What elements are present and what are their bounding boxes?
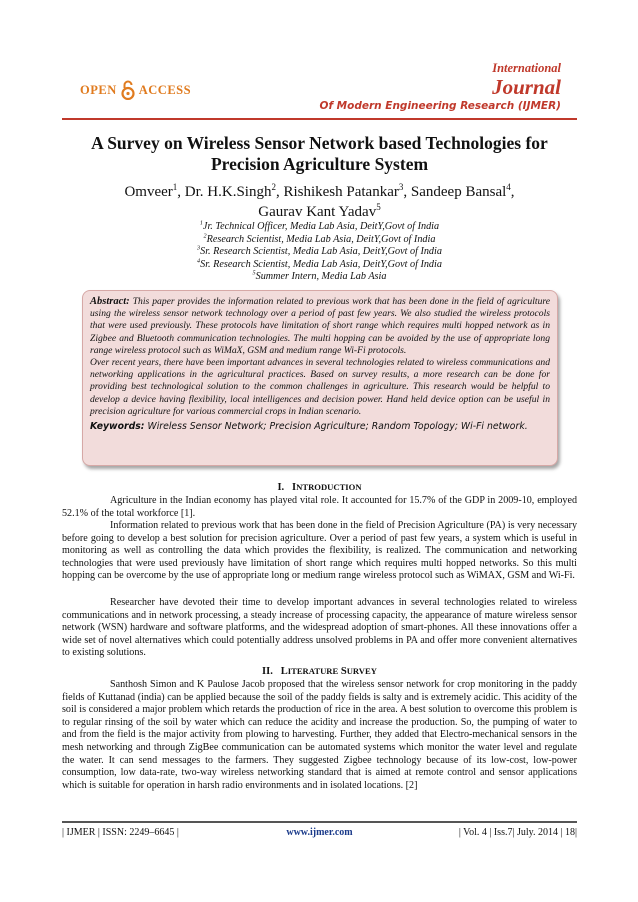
section-title-rest: ITERATURE [287,666,339,676]
section-title-initial: L [280,666,288,677]
page-footer [62,826,577,840]
author-name: Gaurav Kant Yadav [258,204,377,220]
body-paragraph: Researcher have devoted their time to develop important advances in several technologies related to wireless communications and in network processing, a steady increase of processing capacity, the appearance of mature wireless sensor network (WSN) hardware and software platforms, and the widespread adoption of smart-phones. All these innovations offer a wide set of novel alternatives which could potentially address unsolved problems in PA and offer more convenient alternatives to existing solutions. [62,597,577,659]
body-paragraph: Santhosh Simon and K Paulose Jacob proposed that the wireless sensor network for crop monitoring in the paddy fields of Kuttanad (india) can be applied because the soil of the paddy fields is salty and is extremely acidic. This acidity of the soil is considered a major problem which retards the production of rice in the area. A best solution to overcome this problem is to regular rinsing of the soil by water which can reduce the acidity and increase the production. So, the pumping of water to and from the field is the major activity from plowing to harvesting. Further, they added that Electro-mechanical sensors in the mesh networking and through ZigBee communication can be automated systems which monitor the water level and regulate the water. It can send messages to the farmers. They suggested Zigbee technology because of its low-cost, low-power consumption, low data-rate, two-way wireless networking standard that is aimed at remote control and sensor applications which is suitable for operation in harsh radio environments and in isolated locations. [2] [62,679,577,791]
author-list [62,182,577,222]
abstract-text-1: This paper provides the information related to previous work that has been done in the field of agriculture using the wireless sensor network technology over a period of past few years. We also studied the wireless protocols that were used previously. These protocols have limitation of short range which requires multi hopped network as in Zigbee and Bluetooth communication technologies. The multi hopping can be avoided by the use of appropriate long range wireless protocol such as WiMaX, GSM and medium range Wi-Fi protocols. [90,296,550,356]
author-name: Rishikesh Patankar [283,184,399,200]
affiliation-text: Research Scientist, Media Lab Asia, DeitY,Govt of India [206,233,436,245]
section-title-initial: S [340,666,347,677]
section-heading-introduction [62,481,577,494]
abstract-box [82,290,558,466]
author-mark: 3 [398,182,404,192]
footer-divider [62,821,577,823]
open-access-word-access: ACCESS [138,82,192,97]
author-line-1 [62,182,577,202]
affiliation-mark: 1 [199,220,203,227]
footer-volume: | Vol. 4 | Iss.7| July. 2014 | 18| [458,827,577,838]
keywords-text: Wireless Sensor Network; Precision Agriculture; Random Topology; Wi-Fi network. [147,421,528,433]
abstract-label: Abstract: [90,296,130,307]
affiliation [62,271,577,284]
affiliation-mark: 5 [252,270,256,277]
open-access-logo [80,79,191,101]
section-title-initial: I [292,482,297,493]
affiliation [62,259,577,272]
journal-international: International [492,61,561,75]
section-title-rest: NTRODUCTION [296,482,362,492]
abstract-paragraph-1 [90,296,550,357]
affiliation-text: Jr. Technical Officer, Media Lab Asia, DeitY,Govt of India [202,221,440,232]
author-mark: 2 [271,182,276,192]
section-number: II. [262,666,273,677]
section-title-rest: URVEY [346,666,377,676]
affiliation-mark: 3 [197,245,201,252]
affiliation [62,221,577,234]
affiliation-list [62,221,577,284]
keywords-line [90,420,550,433]
author-line-2 [62,202,577,222]
author-name: Dr. H.K.Singh [184,184,272,200]
journal-name-block [492,60,561,98]
affiliation-text: Sr. Research Scientist, Media Lab Asia, DeitY,Govt of India [200,246,442,258]
journal-subtitle: Of Modern Engineering Research (IJMER) [319,100,561,112]
section-number: I. [277,482,285,493]
paper-title-line-2: Precision Agriculture System [210,154,429,174]
open-access-lock-icon [121,80,135,100]
affiliation [62,246,577,259]
header-divider [62,118,577,120]
author-separator: , [177,184,185,200]
body-paragraph: Information related to previous work that has been done in the field of Precision Agriculture (PA) is very necessary before going to develop a best solution for precision agriculture. Over a period of past few years, a system which is useful in monitoring as well as controlling the data which provides the flexibility, is realized. The communication and networking technologies that were used previously have limitation of short range which requires multi hopped networks. So this multi hopping can be overcome by the use of appropriate long or medium range wireless protocol such as WiMAX, GSM and Wi-Fi. [62,520,577,582]
author-separator: , [403,184,411,200]
affiliation [62,234,577,247]
author-separator: , [275,184,284,200]
paper-title-line-1: A Survey on Wireless Sensor Network based Technologies for [91,133,548,153]
affiliation-text: Summer Intern, Media Lab Asia [255,271,387,283]
body-paragraph: Agriculture in the Indian economy has played vital role. It accounted for 15.7% of the GDP in 2009-10, employed 52.1% of the total workforce [1]. [62,495,577,519]
author-separator: , [510,184,515,200]
section-heading-literature-survey [62,665,577,678]
author-mark: 5 [376,202,381,212]
author-name: Omveer [124,184,173,200]
abstract-paragraph-2: Over recent years, there have been important advances in several technologies related to wireless communications and networking applications in the agricultural practices. Based on survey results, a more research can be done for providing best technological solution to the common challenges in agriculture. This research would be helpful to develop a device having flexibility, local intelligences and decision power. Hand held device option can be useful in precision agriculture for various commercial crops in Indian scenario. [90,357,550,417]
author-mark: 4 [506,182,511,192]
footer-website-link[interactable]: www.ijmer.com [286,827,353,838]
author-name: Sandeep Bansal [410,184,507,200]
affiliation-mark: 2 [203,233,207,240]
author-mark: 1 [172,182,178,192]
affiliation-mark: 4 [197,258,201,265]
paper-title [62,133,577,175]
keywords-label: Keywords: [90,421,145,433]
open-access-word-open: OPEN [80,82,117,97]
journal-title: Journal [492,75,561,99]
footer-issn: | IJMER | ISSN: 2249–6645 | [62,827,179,838]
affiliation-text: Sr. Research Scientist, Media Lab Asia, DeitY,Govt of India [200,258,442,270]
